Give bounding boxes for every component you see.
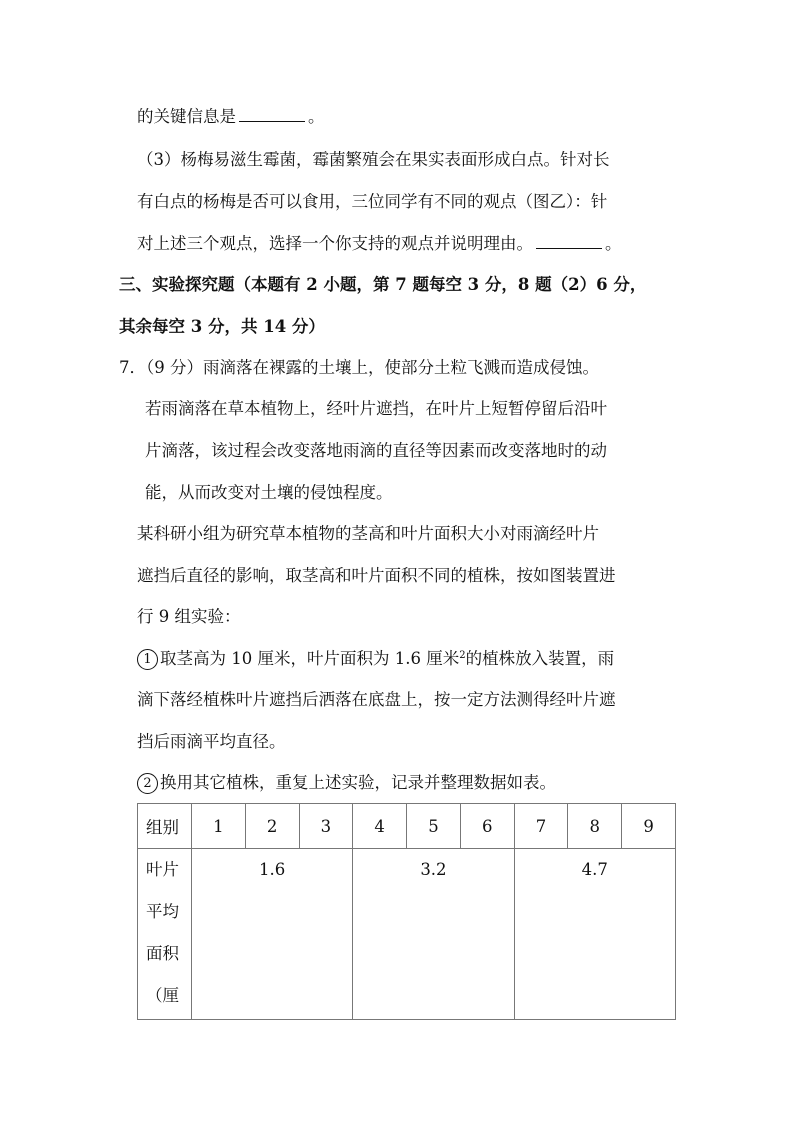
data-table	[137, 803, 676, 1020]
q7-line-7: 行 9 组实验：	[137, 607, 241, 626]
section-heading-line-1: 三、实验探究题（本题有 2 小题，第 7 题每空 3 分，8 题（2）6 分，	[119, 275, 647, 294]
table-row-leaf-area	[138, 849, 676, 1020]
text: 换用其它植株，重复上述实验，记录并整理数据如表。	[160, 773, 556, 792]
group-cell: 5	[407, 804, 461, 849]
step-2-line-1	[137, 772, 556, 794]
row-label	[138, 849, 192, 1020]
step-1-line-3: 挡后雨滴平均直径。	[137, 732, 286, 751]
q3-line-2: 有白点的杨梅是否可以食用，三位同学有不同的观点（图乙）：针	[137, 192, 608, 211]
group-cell: 1	[192, 804, 246, 849]
superscript: 2	[459, 650, 466, 661]
answer-blank[interactable]	[536, 234, 602, 249]
leaf-area-cell: 4.7	[514, 849, 675, 1020]
circled-number-1: 1	[137, 649, 158, 670]
group-cell: 3	[299, 804, 353, 849]
text: 的植株放入装置，雨	[465, 649, 615, 668]
group-cell: 7	[514, 804, 568, 849]
q3-line-3	[137, 233, 622, 255]
q7-line-5: 某科研小组为研究草本植物的茎高和叶片面积大小对雨滴经叶片	[137, 524, 599, 543]
row-label-line: 叶片	[146, 860, 179, 879]
step-1-line-2: 滴下落经植株叶片遮挡后洒落在底盘上，按一定方法测得经叶片遮	[137, 690, 616, 709]
text: 对上述三个观点，选择一个你支持的观点并说明理由。	[137, 234, 533, 253]
text: 的关键信息是	[137, 107, 236, 126]
step-1-line-1	[137, 648, 614, 670]
leaf-area-cell: 3.2	[353, 849, 514, 1020]
q7-line-3: 片滴落，该过程会改变落地雨滴的直径等因素而改变落地时的动	[145, 441, 607, 460]
answer-blank[interactable]	[239, 107, 305, 122]
group-cell: 6	[460, 804, 514, 849]
q3-line-1: （3）杨梅易滋生霉菌，霉菌繁殖会在果实表面形成白点。针对长	[137, 150, 610, 169]
header-label: 组别	[138, 804, 192, 849]
group-cell: 8	[568, 804, 622, 849]
circled-number-2: 2	[137, 773, 158, 794]
q7-line-6: 遮挡后直径的影响，取茎高和叶片面积不同的植株，按如图装置进	[137, 566, 616, 585]
row-label-line: 面积	[146, 944, 179, 963]
group-cell: 4	[353, 804, 407, 849]
q7-line-4: 能，从而改变对土壤的侵蚀程度。	[145, 483, 393, 502]
q7-line-2: 若雨滴落在草本植物上，经叶片遮挡，在叶片上短暂停留后沿叶	[145, 399, 607, 418]
text: 。	[605, 234, 622, 253]
text: 取茎高为 10 厘米，叶片面积为 1.6 厘米	[160, 649, 460, 668]
group-cell: 9	[622, 804, 676, 849]
row-label-line: 平均	[146, 902, 179, 921]
table-row-groups	[138, 804, 676, 849]
row-label-line: （厘	[146, 986, 179, 1005]
q7-line-1: 7．（9 分）雨滴落在裸露的土壤上，使部分土粒飞溅而造成侵蚀。	[119, 358, 599, 377]
section-heading-line-2: 其余每空 3 分，共 14 分）	[119, 317, 325, 336]
group-cell: 2	[245, 804, 299, 849]
answer-line-key-info	[137, 106, 325, 128]
leaf-area-cell: 1.6	[192, 849, 353, 1020]
text: 。	[308, 107, 325, 126]
